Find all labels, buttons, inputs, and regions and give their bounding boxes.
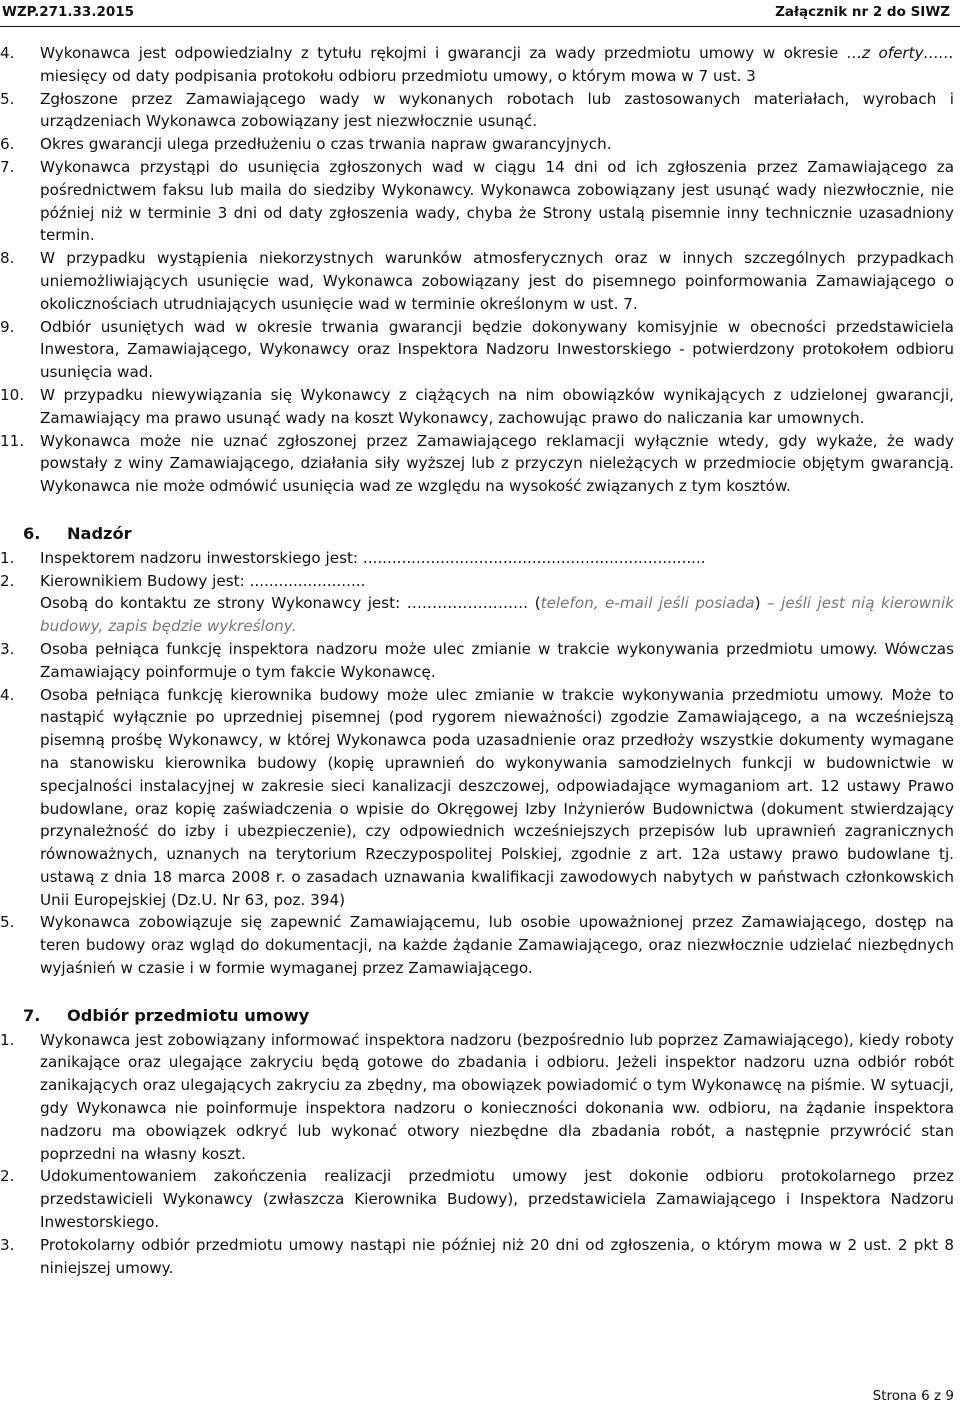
item-number: 7.	[0, 157, 15, 176]
item-text: Odbiór usuniętych wad w okresie trwania gwarancji będzie dokonywany komisyjnie w obecności przedstawiciela Inwestora, Zamawiającego, Wykonawcy oraz Inspektora Nadzoru Inwestorskiego - potwierdzony protokołem odbioru usunięcia wad.	[40, 317, 954, 382]
item-number: 5.	[0, 89, 15, 108]
section-title: Nadzór	[67, 523, 132, 543]
contact-hint-text: telefon, e-mail jeśli posiada	[540, 594, 755, 613]
item-number: 3.	[0, 639, 15, 658]
item-text: Wykonawca jest zobowiązany informować inspektora nadzoru (bezpośrednio lub poprzez Zamawiającego), kiedy roboty zanikające oraz ulegające zakryciu będą gotowe do zbadania i odbioru. Jeżeli inspektor nadzoru uzna odbiór robót zanikających oraz ulegających zakryciu za zbędny, ma obowiązek powiadomić o tym Wykonawcę na piśmie. W sytuacji, gdy Wykonawca nie poinformuje inspektora nadzoru o konieczności dokonania ww. odbioru, na żądanie inspektora nadzoru ma obowiązek odkryć lub wykonać otwory niezbędne dla zbadania robót, a następnie przywrócić stan poprzedni na własny koszt.	[40, 1030, 954, 1163]
list-item	[0, 88, 960, 134]
item-italic-text: …z oferty……	[846, 44, 954, 62]
list-item	[0, 384, 960, 430]
item-number: 11.	[0, 431, 25, 450]
section-gap	[0, 498, 960, 510]
list-item	[0, 42, 960, 88]
attachment-label: Załącznik nr 2 do SIWZ	[775, 4, 950, 20]
list-item	[0, 316, 960, 384]
section-number: 7.	[23, 1005, 41, 1025]
item-text: Osoba pełniąca funkcję inspektora nadzoru może ulec zmianie w trakcie wykonywania przedmiotu umowy. Wówczas Zamawiający poinformuje o tym fakcie Wykonawcę.	[40, 639, 954, 681]
item-text: Osoba pełniąca funkcję kierownika budowy może ulec zmianie w trakcie wykonywania przedmiotu umowy. Może to nastąpić wyłącznie po uprzedniej pisemnej (pod rygorem nieważności) zgodzie Zamawiającego, a na wcześniejszą pisemną prośbę Wykonawcy, w której Wykonawca poda uzasadnienie oraz przedłoży wszystkie dokumenty wymagane na stanowisku kierownika budowy (kopię uprawnień do wykonywania samodzielnych funkcji w budownictwie w specjalności instalacyjnej w zakresie sieci kanalizacji deszczowej, odpowiadające wymaganiom art. 12 ustawy Prawo budowlane, oraz kopię zaświadczenia o wpisie do Okręgowej Izby Inżynierów Budownictwa (dokument stwierdzający przynależność do izby i ubezpieczenie), czy odpowiednich wcześniejszych przepisów lub uprawnień zagranicznych równoważnych, uznanych na terytorium Rzeczypospolitej Polskiej, zgodnie z art. 12a ustawy prawo budowlane tj. ustawą z dnia 18 marca 2008 r. o zasadach uznawania kwalifikacji zawodowych nabytych w państwach członkowskich Unii Europejskiej (Dz.U. Nr 63, poz. 394)	[40, 685, 954, 909]
item-text: Udokumentowaniem zakończenia realizacji przedmiotu umowy jest dokonie odbioru protokolarnego przez przedstawicieli Wykonawcy (zwłaszcza Kierownika Budowy), przedstawiciela Zamawiającego i Inspektora Nadzoru Inwestorskiego.	[40, 1167, 954, 1232]
item-text: Inspektorem nadzoru inwestorskiego jest: .......................................................................	[40, 548, 706, 567]
item-number: 1.	[0, 548, 15, 567]
item-number: 9.	[0, 317, 15, 336]
contact-paren: )	[754, 594, 768, 613]
page-header	[0, 0, 960, 30]
list-item	[0, 1234, 960, 1280]
section-heading-odbior	[0, 1005, 960, 1028]
item-number: 4.	[0, 44, 15, 62]
list-item	[0, 1029, 960, 1166]
item-number: 8.	[0, 249, 15, 268]
list-item	[0, 1165, 960, 1233]
item-text: W przypadku niewywiązania się Wykonawcy z ciążących na nim obowiązków wynikających z udzielonej gwarancji, Zamawiający ma prawo usunąć wady na koszt Wykonawcy, zachowując prawo do naliczania kar umownych.	[40, 385, 954, 427]
list-item	[0, 570, 960, 638]
item-text: miesięcy od daty podpisania protokołu odbioru przedmiotu umowy, o którym mowa w 7 ust. 3	[40, 66, 756, 85]
item-number: 2.	[0, 571, 15, 590]
section-number: 6.	[23, 523, 41, 543]
reference-number: WZP.271.33.2015	[2, 4, 135, 20]
item-text: Wykonawca jest odpowiedzialny z tytułu rękojmi i gwarancji za wady przedmiotu umowy w okresie	[40, 44, 847, 62]
list-item	[0, 133, 960, 156]
contact-person-text: Osobą do kontaktu ze strony Wykonawcy jest: …………………… (	[40, 594, 541, 613]
header-divider	[0, 26, 960, 27]
item-text: Wykonawca może nie uznać zgłoszonej przez Zamawiającego reklamacji wyłącznie wtedy, gdy wykaże, że wady powstały z winy Zamawiającego, działania siły wyższej lub z przyczyn nieleżących w przedmiocie objętym gwarancją. Wykonawca nie może odmówić usunięcia wad ze względu na wysokość związanych z tym kosztów.	[40, 431, 954, 496]
item-number: 2.	[0, 1167, 15, 1186]
item-number: 3.	[0, 1235, 15, 1254]
list-item	[0, 547, 960, 570]
section-title: Odbiór przedmiotu umowy	[67, 1005, 310, 1025]
item-number: 10.	[0, 385, 25, 404]
item-text: Protokolarny odbiór przedmiotu umowy nastąpi nie później niż 20 dni od zgłoszenia, o którym mowa w 2 ust. 2 pkt 8 niniejszej umowy.	[40, 1235, 954, 1277]
item-number: 4.	[0, 685, 15, 704]
section-heading-nadzor	[0, 523, 960, 546]
list-item	[0, 911, 960, 979]
list-item	[0, 684, 960, 912]
page-number: Strona 6 z 9	[872, 1388, 954, 1404]
list-item	[0, 638, 960, 684]
list-item	[0, 247, 960, 315]
item-text: Okres gwarancji ulega przedłużeniu o czas trwania napraw gwarancyjnych.	[40, 135, 612, 154]
item-text: W przypadku wystąpienia niekorzystnych warunków atmosferycznych oraz w innych szczególnych przypadkach uniemożliwiających usunięcie wad, Wykonawca zobowiązany jest do pisemnego poinformowania Zamawiającego o okolicznościach utrudniających usunięcie wad w terminie określonym w ust. 7.	[40, 249, 954, 313]
item-text: Wykonawca przystąpi do usunięcia zgłoszonych wad w ciągu 14 dni od ich zgłoszenia przez Zamawiającego za pośrednictwem faksu lub maila do siedziby Wykonawcy. Wykonawca zobowiązany jest usunąć wady niezwłocznie, nie później niż w terminie 3 dni od daty zgłoszenia wady, chyba że Strony ustalą pisemnie inny technicznie uzasadniony termin.	[40, 157, 954, 245]
list-item	[0, 430, 960, 498]
list-item	[0, 156, 960, 247]
item-text: Kierownikiem Budowy jest: ........................	[40, 571, 366, 590]
section-gap	[0, 980, 960, 992]
item-number: 5.	[0, 913, 15, 932]
document-body	[0, 42, 960, 1279]
item-text: Zgłoszone przez Zamawiającego wady w wykonanych robotach lub zastosowanych materiałach, wyrobach i urządzeniach Wykonawca zobowiązany jest niezwłocznie usunąć.	[40, 89, 954, 131]
item-number: 1.	[0, 1030, 15, 1049]
item-number: 6.	[0, 135, 15, 154]
contact-note-text: – jeśli jest nią kierownik budowy, zapis będzie wykreślony.	[40, 594, 954, 636]
item-text: Wykonawca zobowiązuje się zapewnić Zamawiającemu, lub osobie upoważnionej przez Zamawiającego, dostęp na teren budowy oraz wgląd do dokumentacji, na każde żądanie Zamawiającego, oraz niezwłocznie udzielać niezbędnych wyjaśnień w czasie i w formie wymaganej przez Zamawiającego.	[40, 913, 954, 978]
